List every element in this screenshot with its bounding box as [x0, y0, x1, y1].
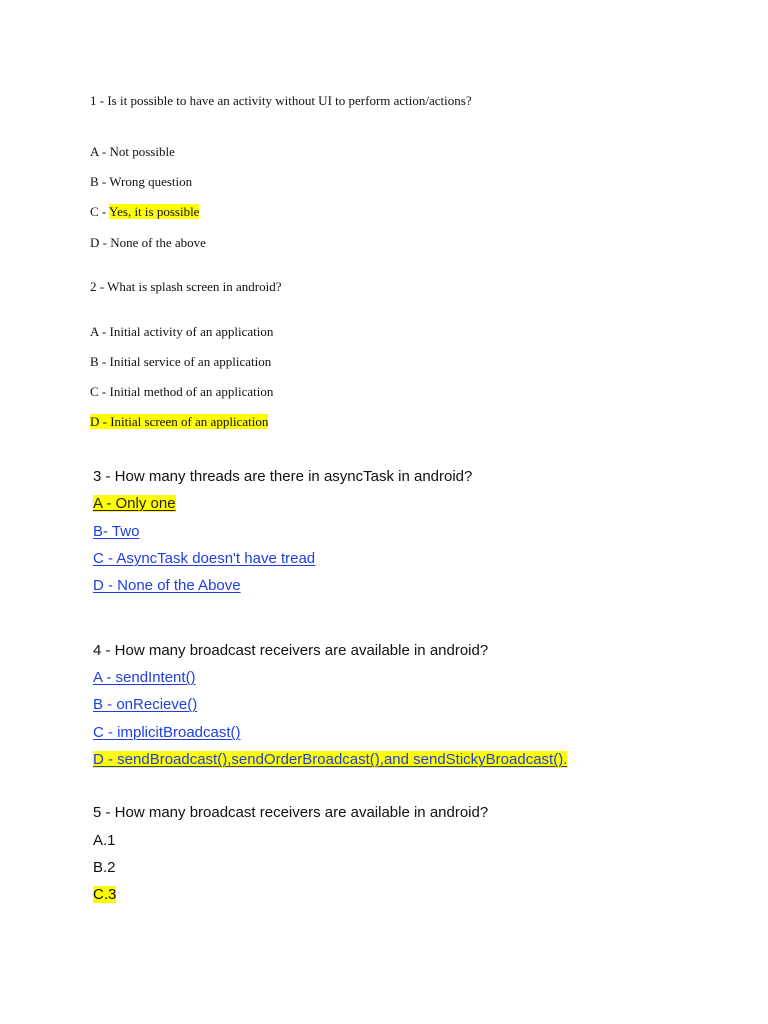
- q3-correct-answer-link[interactable]: A - Only one: [93, 495, 176, 512]
- q4-option-c-link[interactable]: C - implicitBroadcast(): [93, 724, 241, 741]
- q3-option-c-link[interactable]: C - AsyncTask doesn't have tread: [93, 550, 316, 567]
- q4-option-d-correct[interactable]: [93, 752, 567, 767]
- q3-option-b-link[interactable]: B- Two: [93, 523, 140, 540]
- q5-option-c-correct: [93, 887, 116, 902]
- q3-option-a-correct[interactable]: [93, 496, 176, 511]
- q1-option-b: B - Wrong question: [90, 174, 193, 189]
- question-5-text: 5 - How many broadcast receivers are available in android?: [93, 804, 489, 821]
- question-3-text: 3 - How many threads are there in asyncTask in android?: [93, 468, 473, 485]
- q1-option-c-prefix: C -: [90, 204, 110, 219]
- question-1-text: 1 - Is it possible to have an activity without UI to perform action/actions?: [90, 93, 472, 108]
- q2-option-d-correct: [90, 415, 268, 428]
- q1-option-c: [90, 205, 199, 218]
- q1-option-a: A - Not possible: [90, 144, 175, 159]
- q2-option-b: B - Initial service of an application: [90, 354, 272, 369]
- q5-option-a: A.1: [93, 832, 116, 849]
- q4-option-b-link[interactable]: B - onRecieve(): [93, 696, 198, 713]
- q1-correct-answer-highlight: Yes, it is possible: [109, 204, 200, 219]
- q4-correct-answer-link[interactable]: D - sendBroadcast(),sendOrderBroadcast(),and sendStickyBroadcast().: [93, 751, 568, 768]
- q2-option-c: C - Initial method of an application: [90, 384, 274, 399]
- q4-option-a-link[interactable]: A - sendIntent(): [93, 669, 196, 686]
- q1-option-d: D - None of the above: [90, 235, 206, 250]
- question-2-text: 2 - What is splash screen in android?: [90, 279, 282, 294]
- q3-option-d-link[interactable]: D - None of the Above: [93, 577, 241, 594]
- q5-option-b: B.2: [93, 859, 116, 876]
- q2-option-a: A - Initial activity of an application: [90, 324, 274, 339]
- q2-correct-answer-highlight: D - Initial screen of an application: [90, 414, 269, 429]
- q5-correct-answer-highlight: C.3: [93, 886, 117, 903]
- question-4-text: 4 - How many broadcast receivers are available in android?: [93, 642, 489, 659]
